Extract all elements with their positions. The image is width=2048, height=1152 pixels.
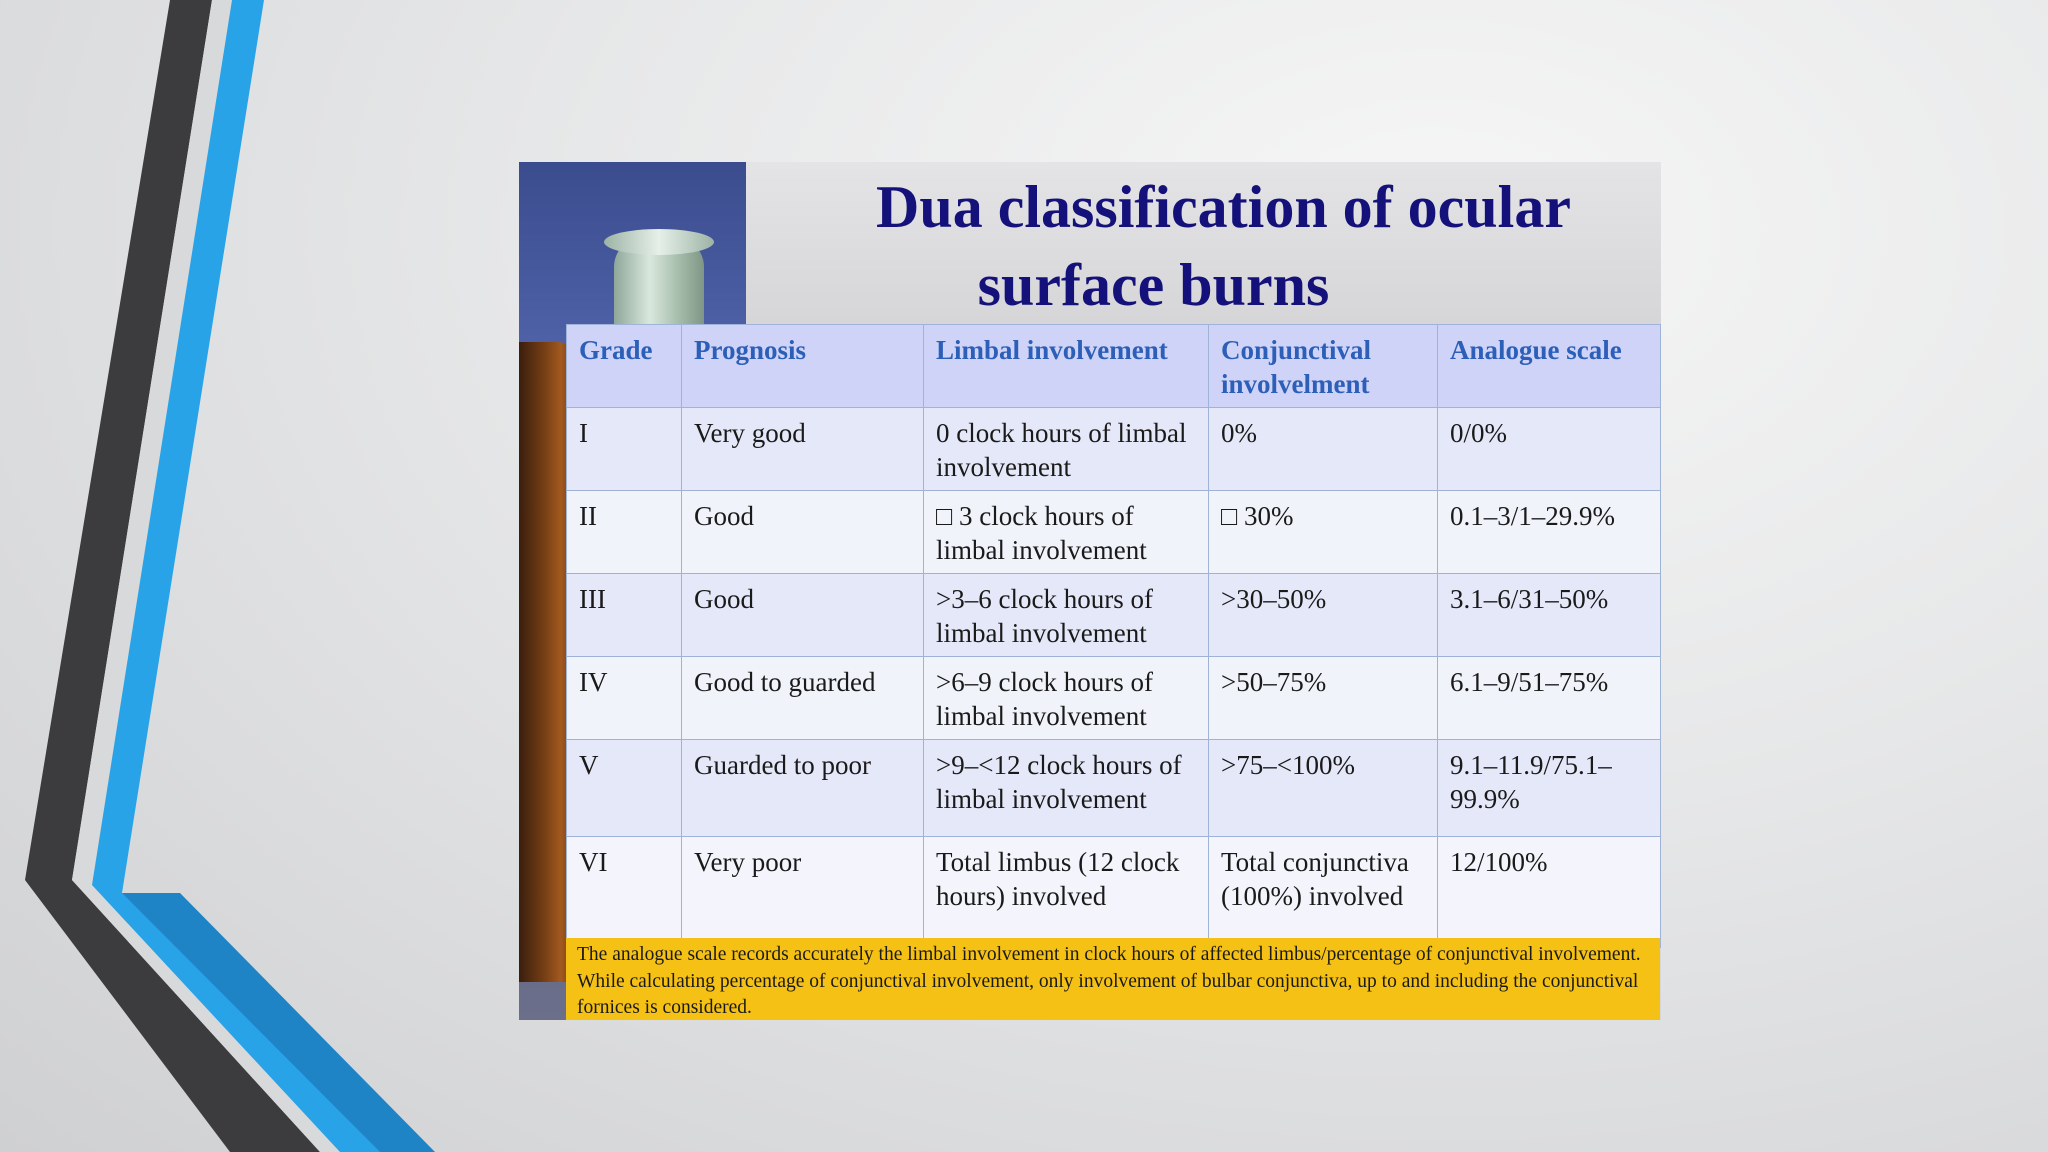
cell-limbal: 0 clock hours of limbal involvement bbox=[924, 408, 1209, 491]
cell-prognosis: Good to guarded bbox=[682, 657, 924, 740]
table-row bbox=[567, 657, 1661, 740]
cell-prognosis: Very poor bbox=[682, 837, 924, 948]
cell-conjunctival: >30–50% bbox=[1209, 574, 1438, 657]
cell-prognosis: Good bbox=[682, 574, 924, 657]
cell-limbal: >3–6 clock hours of limbal involvement bbox=[924, 574, 1209, 657]
cell-conjunctival: >75–<100% bbox=[1209, 740, 1438, 837]
header-conjunctival-involvement: Conjunctival involvelment bbox=[1209, 325, 1438, 408]
title-line-2: surface burns bbox=[977, 252, 1330, 318]
cell-analogue: 12/100% bbox=[1438, 837, 1661, 948]
cell-grade: II bbox=[567, 491, 682, 574]
cell-grade: III bbox=[567, 574, 682, 657]
cell-grade: IV bbox=[567, 657, 682, 740]
table-row bbox=[567, 837, 1661, 948]
cell-grade: I bbox=[567, 408, 682, 491]
title-line-1: Dua classification of ocular bbox=[876, 174, 1571, 240]
title-area bbox=[746, 162, 1661, 324]
table-header-row bbox=[567, 325, 1661, 408]
cell-prognosis: Good bbox=[682, 491, 924, 574]
embedded-table-image bbox=[519, 162, 1661, 1020]
cell-limbal: □ 3 clock hours of limbal involvement bbox=[924, 491, 1209, 574]
table-row bbox=[567, 491, 1661, 574]
cell-prognosis: Very good bbox=[682, 408, 924, 491]
cell-analogue: 3.1–6/31–50% bbox=[1438, 574, 1661, 657]
cell-analogue: 6.1–9/51–75% bbox=[1438, 657, 1661, 740]
cell-conjunctival: >50–75% bbox=[1209, 657, 1438, 740]
header-grade: Grade bbox=[567, 325, 682, 408]
table-row bbox=[567, 740, 1661, 837]
cell-analogue: 9.1–11.9/75.1–99.9% bbox=[1438, 740, 1661, 837]
header-analogue-scale: Analogue scale bbox=[1438, 325, 1661, 408]
dua-classification-table bbox=[566, 324, 1661, 948]
cell-conjunctival: 0% bbox=[1209, 408, 1438, 491]
cell-limbal: >6–9 clock hours of limbal involvement bbox=[924, 657, 1209, 740]
header-prognosis: Prognosis bbox=[682, 325, 924, 408]
table-row bbox=[567, 574, 1661, 657]
slide-title bbox=[746, 168, 1661, 324]
cell-conjunctival: Total conjunctiva (100%) involved bbox=[1209, 837, 1438, 948]
cell-grade: VI bbox=[567, 837, 682, 948]
cell-analogue: 0.1–3/1–29.9% bbox=[1438, 491, 1661, 574]
cell-prognosis: Guarded to poor bbox=[682, 740, 924, 837]
cell-analogue: 0/0% bbox=[1438, 408, 1661, 491]
table-row bbox=[567, 408, 1661, 491]
table-footnote: The analogue scale records accurately the limbal involvement in clock hours of affected limbus/percentage of conjunctival involvement. While calculating percentage of conjunctival involvement, only involvement of bulbar conjunctiva, up to and including the conjunctival fornices is considered. bbox=[566, 938, 1660, 1020]
cell-limbal: >9–<12 clock hours of limbal involvement bbox=[924, 740, 1209, 837]
cell-grade: V bbox=[567, 740, 682, 837]
cell-conjunctival: □ 30% bbox=[1209, 491, 1438, 574]
cell-limbal: Total limbus (12 clock hours) involved bbox=[924, 837, 1209, 948]
header-limbal-involvement: Limbal involvement bbox=[924, 325, 1209, 408]
